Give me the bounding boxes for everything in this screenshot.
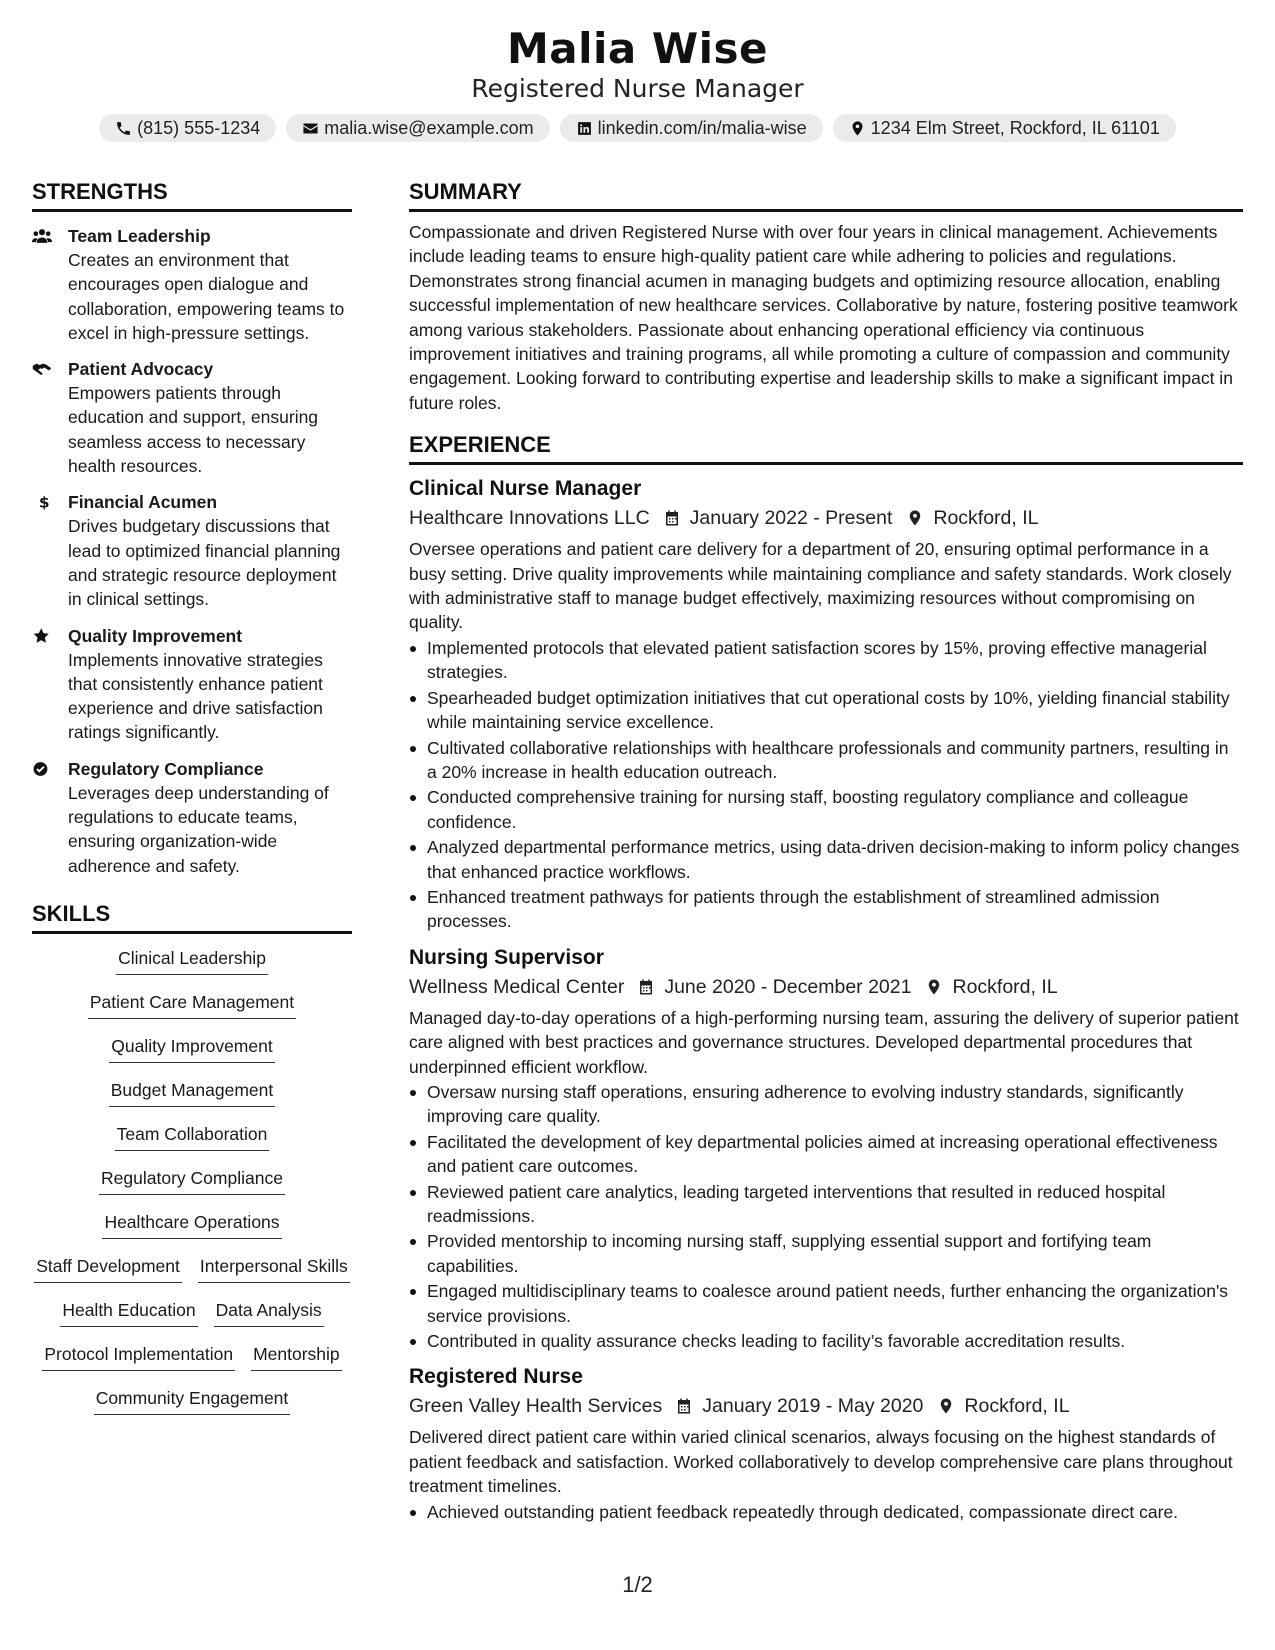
bullet-item: Contributed in quality assurance checks leading to facility’s favorable accreditation results. xyxy=(409,1329,1243,1353)
job-dates: June 2020 - December 2021 xyxy=(664,975,912,998)
strength-name: Patient Advocacy xyxy=(68,359,214,380)
map-pin-icon xyxy=(849,120,866,137)
skill-tag: Protocol Implementation xyxy=(42,1342,235,1371)
team-icon xyxy=(32,227,52,245)
linkedin-icon xyxy=(576,120,593,137)
bullet-item: Facilitated the development of key departmental policies aimed at increasing operational effectiveness and patient care outcomes. xyxy=(409,1130,1243,1179)
skill-tag: Interpersonal Skills xyxy=(198,1254,350,1283)
skills-heading: SKILLS xyxy=(32,900,352,934)
candidate-title: Registered Nurse Manager xyxy=(471,74,804,103)
calendar-icon xyxy=(663,509,681,527)
skill-tag: Quality Improvement xyxy=(109,1034,274,1063)
calendar-icon xyxy=(637,978,655,996)
bullet-item: Achieved outstanding patient feedback repeatedly through dedicated, compassionate direct care. xyxy=(409,1500,1243,1524)
strength-name: Quality Improvement xyxy=(68,625,243,646)
job-description: Delivered direct patient care within varied clinical scenarios, always focusing on the highest standards of patient feedback and satisfaction. Worked collaboratively to develop comprehensive care plans throughout treatment timelines. xyxy=(409,1427,1233,1497)
strength-item xyxy=(32,357,352,478)
skill-tag: Team Collaboration xyxy=(115,1122,270,1151)
envelope-icon xyxy=(302,120,319,137)
skill-tag: Patient Care Management xyxy=(88,990,296,1019)
bullet-item: Reviewed patient care analytics, leading targeted interventions that resulted in reduced hospital readmissions. xyxy=(409,1180,1243,1229)
bullet-item: Conducted comprehensive training for nursing staff, boosting regulatory compliance and colleague confidence. xyxy=(409,785,1243,834)
strength-description: Empowers patients through education and support, ensuring seamless access to necessary health resources. xyxy=(68,383,319,477)
phone-contact[interactable] xyxy=(99,114,276,142)
job-company: Wellness Medical Center xyxy=(409,975,625,998)
right-column xyxy=(409,178,1243,1524)
skill-tag: Community Engagement xyxy=(94,1386,291,1415)
summary-text: Compassionate and driven Registered Nurse with over four years in clinical management. Achievements include leading teams to ensure high-quality patient care while adhering to policies and regulations. Demonstrates strong financial acumen in managing budgets and optimizing resource allocation, enabling successful implementation of new healthcare services. Collaborative by nature, fostering positive teamwork among various stakeholders. Passionate about enhancing operational efficiency via continuous improvement initiatives and training programs, all while promoting a culture of compassion and community engagement. Looking forward to contributing expertise and leadership skills to make a significant impact in future roles. xyxy=(409,222,1238,413)
email-text: malia.wise@example.com xyxy=(324,118,534,138)
strengths-heading: STRENGTHS xyxy=(32,178,352,212)
map-pin-icon xyxy=(906,509,924,527)
page-number: 1/2 xyxy=(622,1572,653,1597)
strength-description: Implements innovative strategies that consistently enhance patient experience and drive satisfaction ratings significantly. xyxy=(68,649,323,743)
phone-icon xyxy=(115,120,132,137)
strength-description: Drives budgetary discussions that lead to optimized financial planning and strategic resource deployment in clinical settings. xyxy=(68,516,341,610)
skill-tag: Mentorship xyxy=(251,1342,342,1371)
strength-name: Team Leadership xyxy=(68,226,211,246)
job-bullets xyxy=(409,1080,1243,1353)
job-entry xyxy=(409,944,1243,1354)
skill-tag: Healthcare Operations xyxy=(102,1210,281,1239)
bullet-item: Analyzed departmental performance metrics, using data-driven decision-making to inform policy changes that enhanced practice workflows. xyxy=(409,835,1243,884)
map-pin-icon xyxy=(925,978,943,996)
linkedin-text: linkedin.com/in/malia-wise xyxy=(597,118,807,138)
job-entry xyxy=(409,1363,1243,1524)
bullet-item: Cultivated collaborative relationships with healthcare professionals and community partners, resulting in a 20% increase in health education outreach. xyxy=(409,736,1243,785)
star-icon xyxy=(32,627,52,645)
strength-item xyxy=(32,224,352,345)
check-circle-icon xyxy=(32,760,52,778)
strength-name: Regulatory Compliance xyxy=(68,758,264,779)
job-description: Managed day-to-day operations of a high-performing nursing team, assuring the delivery of superior patient care aligned with best practices and governance structures. Developed departmental procedures that underpinned efficient workflow. xyxy=(409,1007,1239,1077)
job-role: Registered Nurse xyxy=(409,1365,583,1389)
job-meta xyxy=(409,503,1243,533)
job-location: Rockford, IL xyxy=(964,1395,1070,1418)
skill-tag: Regulatory Compliance xyxy=(99,1166,285,1195)
strength-item xyxy=(32,490,352,611)
strength-description: Leverages deep understanding of regulations to educate teams, ensuring organization-wide adherence and safety. xyxy=(68,782,329,876)
job-bullets xyxy=(409,1500,1243,1524)
job-company: Green Valley Health Services xyxy=(409,1395,663,1418)
job-role: Clinical Nurse Manager xyxy=(409,477,642,501)
linkedin-contact[interactable] xyxy=(560,114,823,142)
skills-list xyxy=(32,946,352,1430)
calendar-icon xyxy=(675,1397,693,1415)
email-contact[interactable] xyxy=(286,114,549,142)
job-meta xyxy=(409,972,1243,1002)
bullet-item: Enhanced treatment pathways for patients through the establishment of streamlined admission processes. xyxy=(409,885,1243,934)
svg-text:$: $ xyxy=(38,493,50,512)
job-description: Oversee operations and patient care delivery for a department of 20, ensuring optimal performance in a busy setting. Drive quality improvements while maintaining compliance and safety standards. Work closely with administrative staff to manage budget effectively, maximizing resources without compromising on quality. xyxy=(409,539,1232,633)
bullet-item: Implemented protocols that elevated patient satisfaction scores by 15%, proving effective managerial strategies. xyxy=(409,636,1243,685)
strength-name: Financial Acumen xyxy=(68,492,218,513)
resume-header xyxy=(0,0,1275,142)
job-dates: January 2019 - May 2020 xyxy=(702,1395,924,1418)
bullet-item: Engaged multidisciplinary teams to coalesce around patient needs, further enhancing the organization's service provisions. xyxy=(409,1279,1243,1328)
strength-item xyxy=(32,757,352,878)
bullet-item: Spearheaded budget optimization initiatives that cut operational costs by 10%, yielding financial stability while maintaining service excellence. xyxy=(409,686,1243,735)
strength-description: Creates an environment that encourages open dialogue and collaboration, empowering teams to excel in high-pressure settings. xyxy=(68,250,345,343)
job-role: Nursing Supervisor xyxy=(409,945,604,969)
map-pin-icon xyxy=(937,1397,955,1415)
job-meta xyxy=(409,1391,1243,1421)
job-location: Rockford, IL xyxy=(952,975,1058,998)
job-entry xyxy=(409,475,1243,934)
bullet-item: Provided mentorship to incoming nursing staff, supplying essential support and fortifying team capabilities. xyxy=(409,1229,1243,1278)
candidate-name: Malia Wise xyxy=(506,24,769,73)
job-company: Healthcare Innovations LLC xyxy=(409,507,650,530)
job-bullets xyxy=(409,636,1243,934)
handshake-icon xyxy=(32,360,52,378)
skill-tag: Health Education xyxy=(60,1298,197,1327)
skill-tag: Clinical Leadership xyxy=(116,946,268,975)
address-text: 1234 Elm Street, Rockford, IL 61101 xyxy=(870,118,1160,138)
bullet-item: Oversaw nursing staff operations, ensuring adherence to evolving industry standards, significantly improving care quality. xyxy=(409,1080,1243,1129)
job-dates: January 2022 - Present xyxy=(689,507,893,530)
summary-heading: SUMMARY xyxy=(409,178,1243,212)
phone-text: (815) 555-1234 xyxy=(137,118,261,138)
skill-tag: Data Analysis xyxy=(214,1298,324,1327)
strength-item xyxy=(32,624,352,745)
contact-bar xyxy=(0,114,1275,142)
address-contact xyxy=(833,114,1176,142)
job-location: Rockford, IL xyxy=(933,507,1039,530)
dollar-icon xyxy=(32,493,52,511)
experience-heading: EXPERIENCE xyxy=(409,431,1243,465)
skill-tag: Budget Management xyxy=(109,1078,275,1107)
left-column xyxy=(32,178,352,1430)
skill-tag: Staff Development xyxy=(34,1254,182,1283)
